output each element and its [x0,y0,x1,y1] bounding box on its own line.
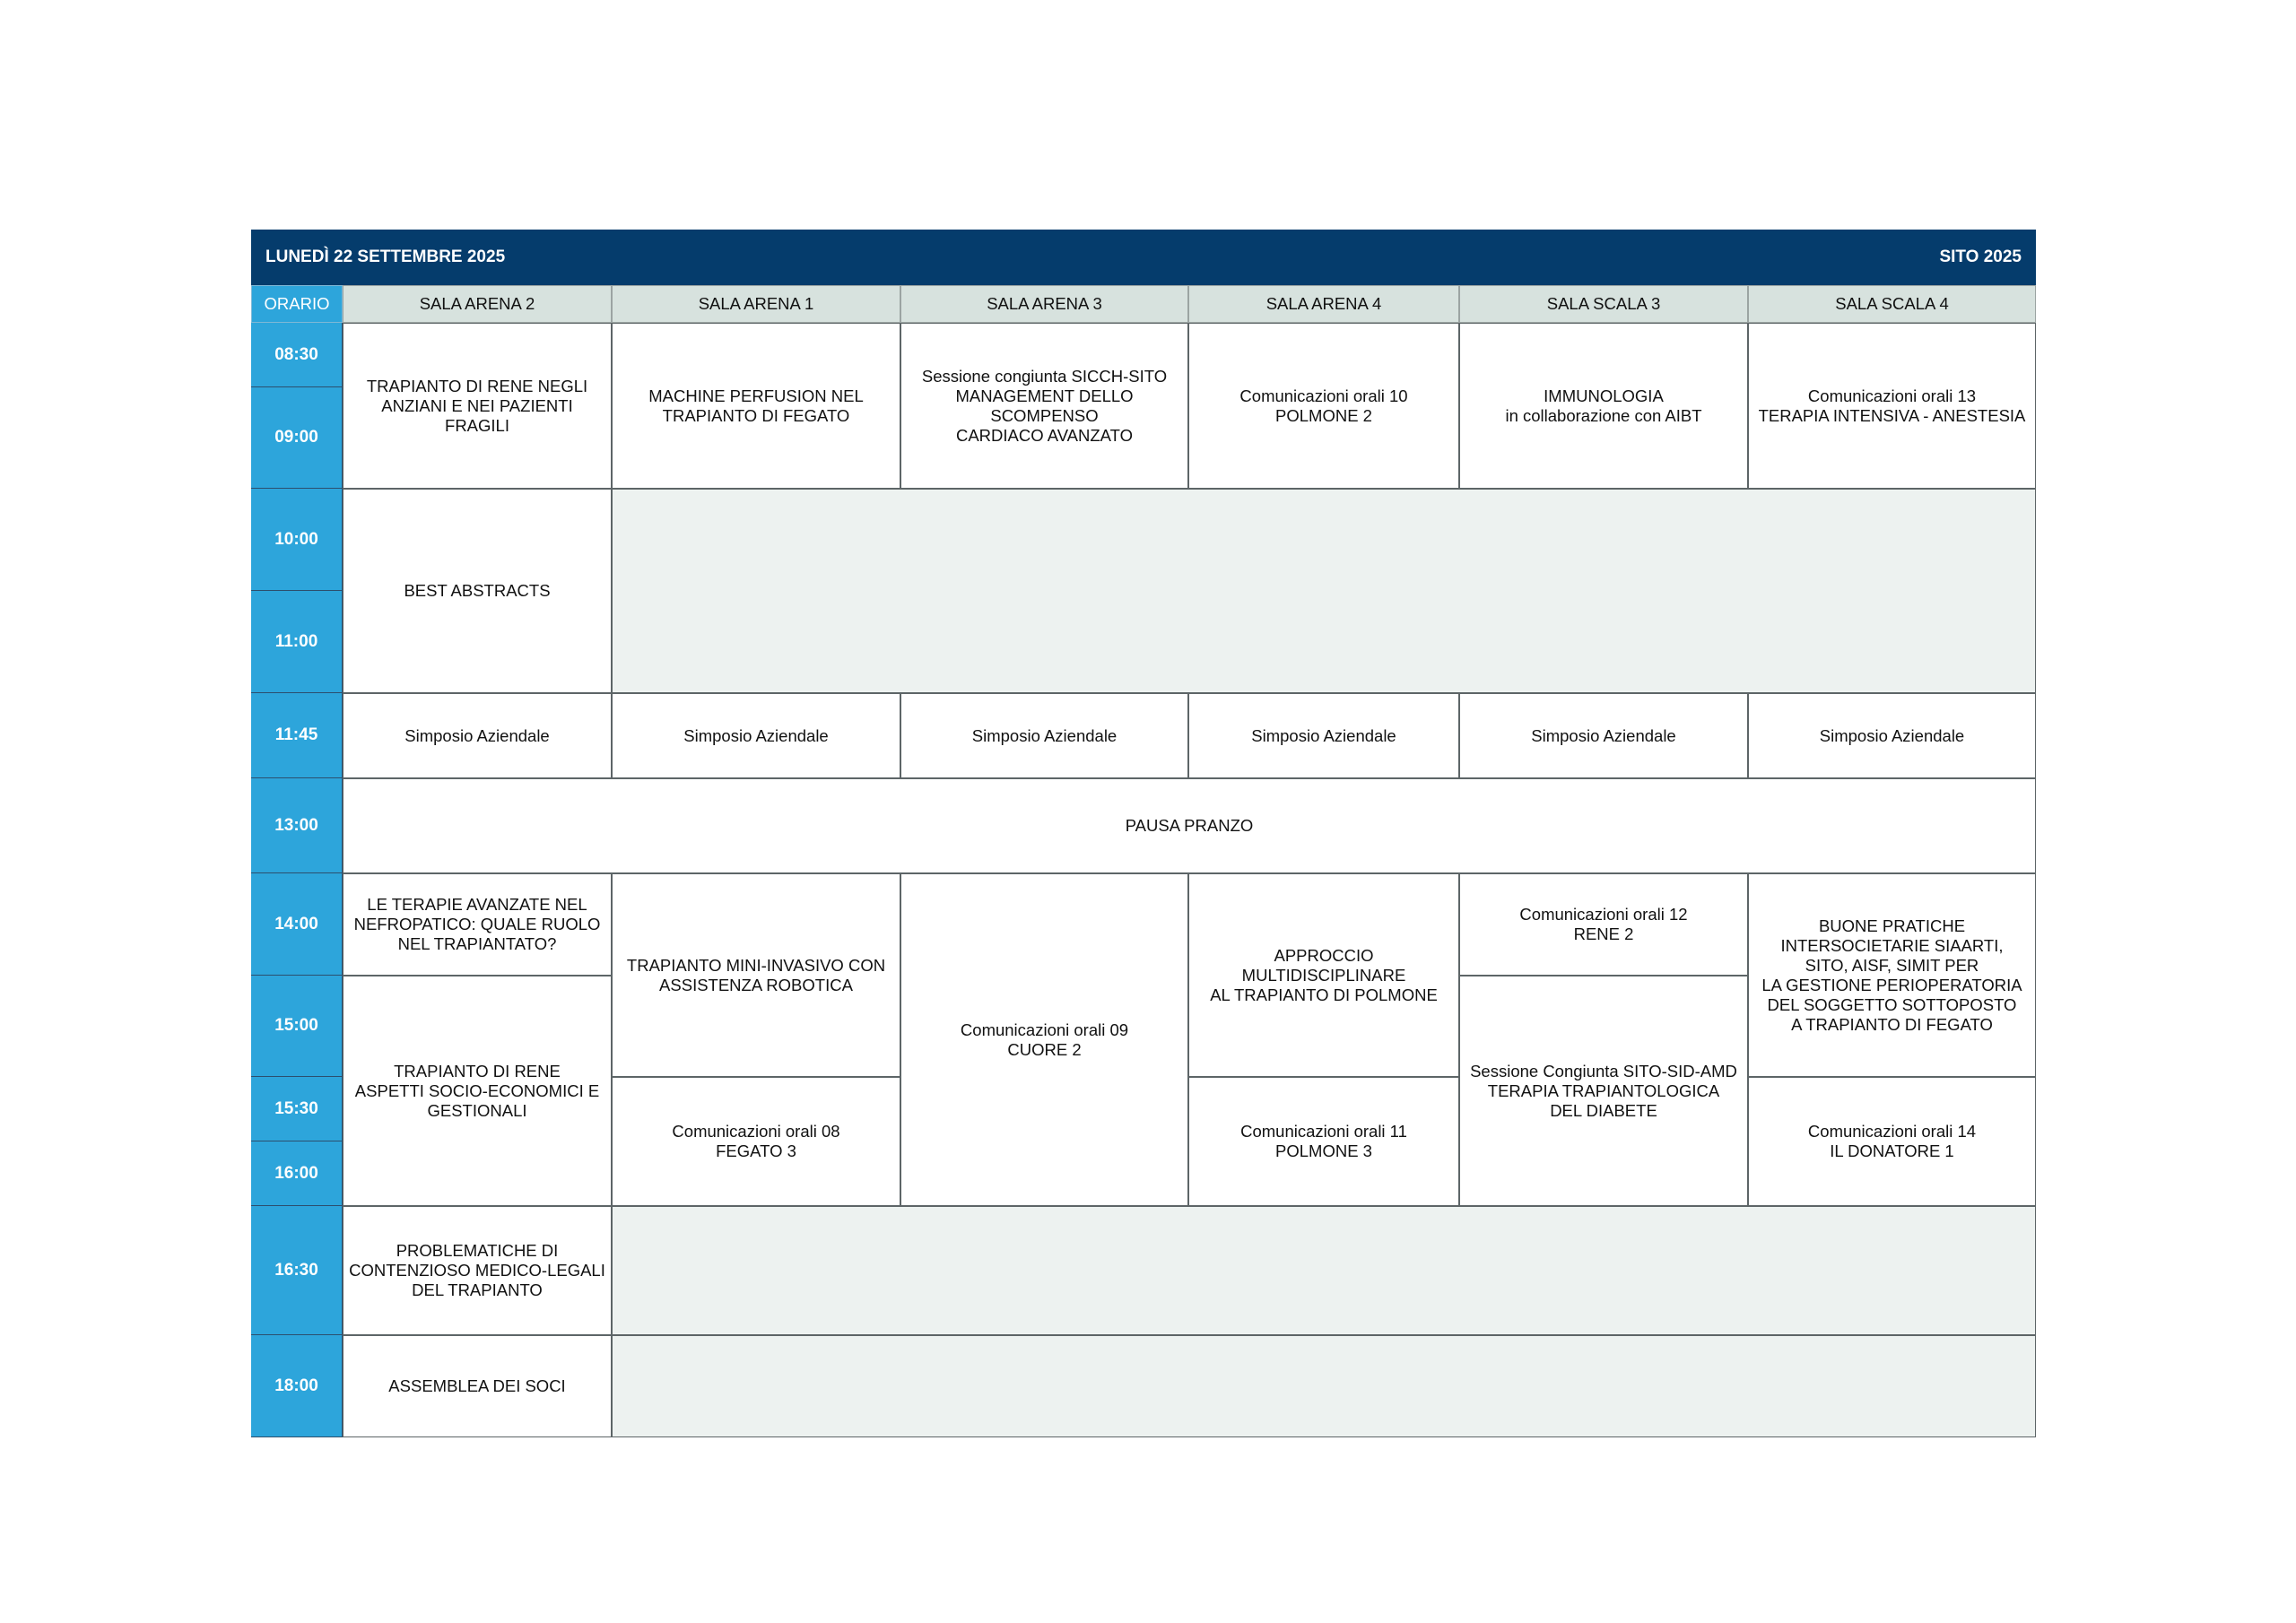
empty-slot [612,489,2036,693]
session-cell[interactable]: Simposio Aziendale [1748,693,2036,778]
time-slot: 15:00 [251,976,343,1077]
session-cell[interactable]: APPROCCIO MULTIDISCIPLINARE AL TRAPIANTO DI POLMONE [1188,873,1459,1077]
session-cell[interactable]: Simposio Aziendale [1188,693,1459,778]
empty-slot [612,1335,2036,1437]
room-header-arena-1: SALA ARENA 1 [612,285,900,323]
session-cell[interactable]: Comunicazioni orali 08 FEGATO 3 [612,1077,900,1206]
session-cell[interactable]: Comunicazioni orali 14 IL DONATORE 1 [1748,1077,2036,1206]
time-slot: 09:00 [251,387,343,489]
time-slot: 16:00 [251,1141,343,1206]
time-slot: 18:00 [251,1335,343,1437]
time-slot: 11:45 [251,693,343,778]
session-cell[interactable]: Comunicazioni orali 13 TERAPIA INTENSIVA - ANESTESIA [1748,323,2036,489]
room-header-arena-2: SALA ARENA 2 [343,285,612,323]
session-cell[interactable]: Comunicazioni orali 11 POLMONE 3 [1188,1077,1459,1206]
session-cell[interactable]: Sessione Congiunta SITO-SID-AMD TERAPIA TRAPIANTOLOGICA DEL DIABETE [1459,976,1748,1206]
session-cell[interactable]: Simposio Aziendale [343,693,612,778]
session-cell[interactable]: MACHINE PERFUSION NEL TRAPIANTO DI FEGATO [612,323,900,489]
time-slot: 10:00 [251,489,343,591]
schedule-header [251,230,2036,285]
room-header-arena-4: SALA ARENA 4 [1188,285,1459,323]
session-cell[interactable]: Comunicazioni orali 09 CUORE 2 [900,873,1188,1206]
room-header-scala-3: SALA SCALA 3 [1459,285,1748,323]
event-title: SITO 2025 [1939,247,2022,266]
session-cell[interactable]: TRAPIANTO DI RENE ASPETTI SOCIO-ECONOMICI E GESTIONALI [343,976,612,1206]
session-cell[interactable]: Simposio Aziendale [900,693,1188,778]
room-header-arena-3: SALA ARENA 3 [900,285,1188,323]
session-cell[interactable]: PROBLEMATICHE DI CONTENZIOSO MEDICO-LEGALI DEL TRAPIANTO [343,1206,612,1335]
lunch-break: PAUSA PRANZO [343,778,2036,873]
session-cell[interactable]: Sessione congiunta SICCH-SITO MANAGEMENT DELLO SCOMPENSO CARDIACO AVANZATO [900,323,1188,489]
session-cell[interactable]: IMMUNOLOGIA in collaborazione con AIBT [1459,323,1748,489]
time-slot: 08:30 [251,323,343,387]
time-slot: 14:00 [251,873,343,976]
session-cell[interactable]: Comunicazioni orali 12 RENE 2 [1459,873,1748,976]
time-slot: 15:30 [251,1077,343,1141]
session-cell[interactable]: Comunicazioni orali 10 POLMONE 2 [1188,323,1459,489]
session-cell[interactable]: TRAPIANTO MINI-INVASIVO CON ASSISTENZA ROBOTICA [612,873,900,1077]
session-cell[interactable]: Simposio Aziendale [612,693,900,778]
session-cell[interactable]: BEST ABSTRACTS [343,489,612,693]
orario-header: ORARIO [251,285,343,323]
session-cell[interactable]: BUONE PRATICHE INTERSOCIETARIE SIAARTI, SITO, AISF, SIMIT PER LA GESTIONE PERIOPERATORIA DEL SOGGETTO SOTTOPOSTO A TRAPIANTO DI FEGATO [1748,873,2036,1077]
schedule-table [251,230,2036,1437]
session-cell[interactable]: TRAPIANTO DI RENE NEGLI ANZIANI E NEI PAZIENTI FRAGILI [343,323,612,489]
time-slot: 11:00 [251,591,343,693]
time-slot: 13:00 [251,778,343,873]
empty-slot [612,1206,2036,1335]
day-title: LUNEDÌ 22 SETTEMBRE 2025 [265,247,506,266]
session-cell[interactable]: LE TERAPIE AVANZATE NEL NEFROPATICO: QUALE RUOLO NEL TRAPIANTATO? [343,873,612,976]
session-cell[interactable]: ASSEMBLEA DEI SOCI [343,1335,612,1437]
time-slot: 16:30 [251,1206,343,1335]
room-header-scala-4: SALA SCALA 4 [1748,285,2036,323]
session-cell[interactable]: Simposio Aziendale [1459,693,1748,778]
